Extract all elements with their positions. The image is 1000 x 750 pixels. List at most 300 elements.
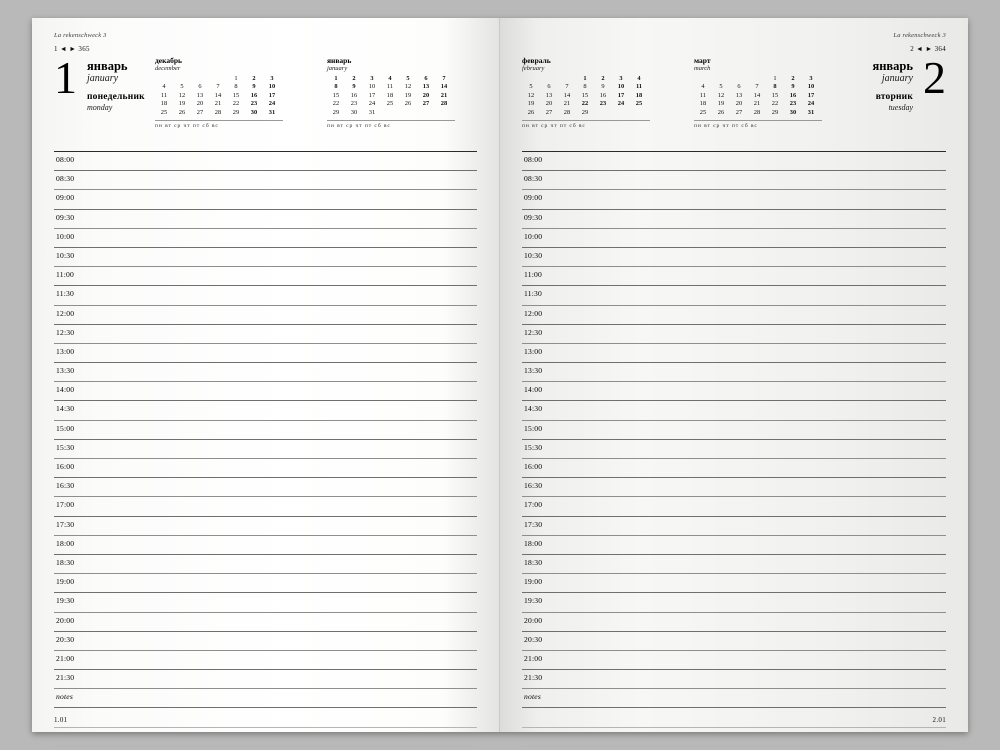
slot-time-label: 15:00 xyxy=(524,423,543,433)
schedule-slot[interactable] xyxy=(522,306,946,325)
mini-cal-dow-row: пн вт ср чт пт сб вс xyxy=(155,120,283,129)
schedule-slot[interactable] xyxy=(54,613,477,632)
mini-cal-month-en: december xyxy=(155,65,181,72)
slot-time-label: 11:00 xyxy=(56,270,75,280)
mini-cal-day: 6 xyxy=(198,83,202,91)
notes-blank-line[interactable] xyxy=(54,708,477,727)
mini-cal-day: 15 xyxy=(581,91,589,99)
mini-calendar xyxy=(522,57,672,129)
mini-cal-day xyxy=(155,75,173,83)
slot-time-label: 21:30 xyxy=(56,673,75,683)
mini-cal-day: 11 xyxy=(160,91,168,99)
mini-cal-day: 4 xyxy=(162,83,166,91)
mini-cal-day: 22 xyxy=(771,100,779,108)
schedule-slot[interactable] xyxy=(54,190,477,209)
schedule-slot[interactable] xyxy=(54,306,477,325)
mini-cal-day: 15 xyxy=(771,91,779,99)
schedule-slot[interactable] xyxy=(522,421,946,440)
mini-cal-day xyxy=(558,75,576,83)
schedule-right xyxy=(522,151,946,747)
mini-cal-day: 4 xyxy=(701,83,705,91)
notes-row[interactable] xyxy=(522,689,946,708)
slot-time-label: 15:30 xyxy=(524,442,543,452)
brand-line-right: La rekenschweck 3 xyxy=(893,32,946,39)
schedule-slot[interactable] xyxy=(522,613,946,632)
mini-cal-day: 14 xyxy=(563,91,571,99)
mini-cal-day: 5 xyxy=(719,83,723,91)
schedule-slot[interactable] xyxy=(54,248,477,267)
day-number-left: 1 xyxy=(54,52,77,103)
mini-cal-day: 26 xyxy=(717,108,725,116)
mini-cal-day: 31 xyxy=(807,108,815,116)
mini-cal-day: 18 xyxy=(635,91,643,99)
mini-cal-grid xyxy=(327,75,453,117)
day-number-right: 2 xyxy=(923,52,946,103)
mini-cal-day: 16 xyxy=(599,91,607,99)
brand-line-left: La rekenschweck 3 xyxy=(54,32,107,39)
mini-cal-day: 24 xyxy=(368,100,376,108)
mini-cal-day: 16 xyxy=(350,91,358,99)
mini-cal-day: 5 xyxy=(180,83,184,91)
mini-cal-day xyxy=(730,75,748,83)
mini-cal-day: 7 xyxy=(755,83,759,91)
mini-cal-day: 21 xyxy=(440,91,448,99)
mini-cal-day xyxy=(612,109,630,117)
mini-cal-day: 29 xyxy=(332,108,340,116)
mini-cal-day: 20 xyxy=(735,100,743,108)
schedule-slot[interactable] xyxy=(522,478,946,497)
schedule-slot[interactable] xyxy=(522,248,946,267)
schedule-slot[interactable] xyxy=(54,593,477,612)
slot-time-label: 21:30 xyxy=(524,673,543,683)
mini-cal-day: 3 xyxy=(270,75,274,82)
mini-cal-day xyxy=(630,109,648,117)
slot-time-label: 17:30 xyxy=(56,519,75,529)
schedule-slot[interactable] xyxy=(54,632,477,651)
schedule-slot[interactable] xyxy=(54,555,477,574)
mini-cal-month-ru: январь xyxy=(327,56,352,65)
slot-time-label: 14:00 xyxy=(56,385,75,395)
mini-cal-day: 25 xyxy=(635,100,643,108)
schedule-slot[interactable] xyxy=(54,517,477,536)
mini-cal-week xyxy=(694,100,820,108)
mini-cal-day: 18 xyxy=(160,100,168,108)
mini-cal-month-en: january xyxy=(327,65,348,72)
mini-cal-day: 25 xyxy=(386,100,394,108)
month-ru-left: январь xyxy=(87,59,128,73)
schedule-slot[interactable] xyxy=(54,267,477,286)
mini-cal-week xyxy=(522,83,648,91)
weekday-en-right: tuesday xyxy=(888,103,913,112)
schedule-slot[interactable] xyxy=(522,171,946,190)
slot-time-label: 08:00 xyxy=(56,155,75,164)
schedule-slot[interactable] xyxy=(54,536,477,555)
mini-cal-day: 15 xyxy=(232,91,240,99)
mini-cal-day: 26 xyxy=(178,108,186,116)
mini-cal-day: 27 xyxy=(545,108,553,116)
schedule-slot[interactable] xyxy=(522,152,946,171)
left-page xyxy=(32,18,500,732)
slot-time-label: 17:00 xyxy=(56,500,75,510)
month-ru-right: январь xyxy=(872,59,913,73)
mini-calendar xyxy=(155,57,305,129)
slot-time-label: 14:30 xyxy=(56,404,75,414)
mini-cal-day: 31 xyxy=(368,108,376,116)
mini-cal-day: 26 xyxy=(527,108,535,116)
mini-cal-day: 12 xyxy=(527,91,535,99)
mini-cal-week xyxy=(327,100,453,108)
mini-cal-day: 2 xyxy=(791,75,795,82)
mini-cal-day: 12 xyxy=(178,91,186,99)
mini-cal-day: 29 xyxy=(581,108,589,116)
slot-time-label: 15:30 xyxy=(56,442,75,452)
mini-cal-day xyxy=(191,75,209,83)
schedule-slot[interactable] xyxy=(54,363,477,382)
schedule-slot[interactable] xyxy=(54,171,477,190)
mini-cal-day: 24 xyxy=(807,100,815,108)
schedule-slot[interactable] xyxy=(522,459,946,478)
slot-time-label: 08:30 xyxy=(56,174,75,184)
slot-time-label: 16:00 xyxy=(56,462,75,471)
mini-cal-day xyxy=(522,75,540,83)
mini-cal-dow-row: пн вт ср чт пт сб вс xyxy=(327,120,455,129)
slot-time-label: 12:30 xyxy=(524,327,543,337)
slot-time-label: 19:00 xyxy=(56,577,75,587)
slot-time-label: 09:00 xyxy=(56,193,75,203)
schedule-slot[interactable] xyxy=(522,536,946,555)
mini-cal-grid xyxy=(522,75,648,117)
schedule-slot[interactable] xyxy=(522,593,946,612)
mini-cal-week xyxy=(327,109,453,117)
schedule-slot[interactable] xyxy=(522,555,946,574)
schedule-slot[interactable] xyxy=(522,382,946,401)
schedule-slot[interactable] xyxy=(54,325,477,344)
schedule-slot[interactable] xyxy=(54,670,477,689)
schedule-slot[interactable] xyxy=(54,440,477,459)
schedule-slot[interactable] xyxy=(522,401,946,420)
slot-time-label: 10:30 xyxy=(56,250,75,260)
mini-cal-day: 22 xyxy=(332,100,340,108)
schedule-slot[interactable] xyxy=(54,459,477,478)
mini-cal-day: 24 xyxy=(617,100,625,108)
mini-cal-day: 3 xyxy=(619,75,623,82)
notes-blank-line[interactable] xyxy=(522,728,946,747)
slot-time-label: 15:00 xyxy=(56,423,75,433)
mini-cal-week xyxy=(155,100,281,108)
schedule-slot[interactable] xyxy=(522,286,946,305)
mini-cal-day: 2 xyxy=(352,75,356,82)
schedule-slot[interactable] xyxy=(522,229,946,248)
mini-cal-day: 17 xyxy=(268,91,276,99)
month-en-right: january xyxy=(881,73,913,84)
schedule-slot[interactable] xyxy=(522,440,946,459)
mini-cal-day: 16 xyxy=(789,91,797,99)
mini-cal-day: 14 xyxy=(440,83,448,91)
mini-cal-day: 8 xyxy=(583,83,587,91)
mini-cal-week xyxy=(155,92,281,100)
footer-left: 1.01 xyxy=(54,716,68,724)
schedule-slot[interactable] xyxy=(522,651,946,670)
mini-cal-day: 10 xyxy=(807,83,815,91)
mini-cal-day xyxy=(399,109,417,117)
mini-cal-day: 21 xyxy=(753,100,761,108)
slot-time-label: 16:30 xyxy=(56,481,75,491)
mini-cal-day: 19 xyxy=(717,100,725,108)
schedule-slot[interactable] xyxy=(522,670,946,689)
mini-cal-day xyxy=(712,75,730,83)
slot-time-label: 09:00 xyxy=(524,193,543,203)
mini-cal-day: 7 xyxy=(442,75,446,82)
slot-time-label: 10:30 xyxy=(524,250,543,260)
mini-cal-day: 20 xyxy=(422,91,430,99)
mini-cal-day xyxy=(748,75,766,83)
mini-cal-month-en: march xyxy=(694,65,711,72)
mini-cal-week xyxy=(522,109,648,117)
mini-cal-day: 16 xyxy=(250,91,258,99)
mini-cal-day: 29 xyxy=(232,108,240,116)
mini-cal-day: 28 xyxy=(440,100,448,108)
mini-cal-week xyxy=(155,109,281,117)
mini-cal-month-ru: март xyxy=(694,56,711,65)
planner-spread xyxy=(32,18,968,732)
mini-cal-day: 27 xyxy=(196,108,204,116)
notes-blank-line[interactable] xyxy=(54,728,477,747)
mini-cal-day: 8 xyxy=(334,83,338,91)
mini-cal-grid xyxy=(155,75,281,117)
schedule-slot[interactable] xyxy=(522,344,946,363)
mini-cal-day: 18 xyxy=(699,100,707,108)
mini-cal-day xyxy=(694,75,712,83)
mini-cal-day: 8 xyxy=(773,83,777,91)
schedule-slot[interactable] xyxy=(522,574,946,593)
mini-cal-day: 24 xyxy=(268,100,276,108)
mini-cal-week xyxy=(694,109,820,117)
mini-cal-day: 13 xyxy=(545,91,553,99)
mini-cal-day: 21 xyxy=(563,100,571,108)
mini-cal-day: 17 xyxy=(617,91,625,99)
mini-cal-day: 11 xyxy=(699,91,707,99)
weekday-ru-right: вторник xyxy=(875,92,913,102)
mini-cal-day: 20 xyxy=(545,100,553,108)
mini-cal-day: 5 xyxy=(529,83,533,91)
slot-time-label: 18:30 xyxy=(56,557,75,567)
mini-cal-day: 10 xyxy=(617,83,625,91)
mini-cal-day: 3 xyxy=(370,75,374,82)
mini-cal-day: 6 xyxy=(737,83,741,91)
schedule-slot[interactable] xyxy=(522,632,946,651)
mini-cal-week xyxy=(694,92,820,100)
weekday-en-left: monday xyxy=(87,103,113,112)
mini-cal-dow-row: пн вт ср чт пт сб вс xyxy=(694,120,822,129)
mini-cal-month-ru: февраль xyxy=(522,56,551,65)
mini-cal-week xyxy=(327,92,453,100)
mini-calendars-left xyxy=(155,55,477,129)
mini-cal-week xyxy=(327,75,453,83)
weekday-ru-left: понедельник xyxy=(87,92,145,102)
schedule-slot[interactable] xyxy=(54,152,477,171)
mini-cal-day: 27 xyxy=(422,100,430,108)
mini-cal-day: 1 xyxy=(234,75,238,82)
slot-time-label: 13:30 xyxy=(56,366,75,376)
mini-cal-day xyxy=(435,109,453,117)
schedule-slot[interactable] xyxy=(54,421,477,440)
mini-cal-grid xyxy=(694,75,820,117)
mini-cal-day: 31 xyxy=(268,108,276,116)
mini-cal-day: 4 xyxy=(637,75,641,82)
slot-time-label: 13:00 xyxy=(524,346,543,356)
mini-cal-day: 12 xyxy=(404,83,412,91)
slot-time-label: 11:30 xyxy=(56,289,75,299)
mini-cal-day: 23 xyxy=(350,100,358,108)
mini-cal-day: 17 xyxy=(807,91,815,99)
mini-cal-day: 22 xyxy=(581,100,589,108)
mini-cal-day: 28 xyxy=(563,108,571,116)
schedule-slot[interactable] xyxy=(54,574,477,593)
schedule-slot[interactable] xyxy=(522,363,946,382)
schedule-slot[interactable] xyxy=(54,497,477,516)
slot-time-label: 08:00 xyxy=(524,155,543,164)
mini-cal-day: 27 xyxy=(735,108,743,116)
slot-time-label: 11:30 xyxy=(524,289,543,299)
mini-cal-day: 7 xyxy=(216,83,220,91)
mini-cal-day: 28 xyxy=(753,108,761,116)
mini-cal-month-en: february xyxy=(522,65,545,72)
mini-cal-day: 26 xyxy=(404,100,412,108)
day-label-left xyxy=(87,55,145,113)
slot-time-label: 20:00 xyxy=(56,615,75,625)
mini-cal-dow-row: пн вт ср чт пт сб вс xyxy=(522,120,650,129)
schedule-slot[interactable] xyxy=(522,497,946,516)
slot-time-label: 20:30 xyxy=(56,634,75,644)
slot-time-label: 09:30 xyxy=(524,212,543,222)
slot-time-label: 17:30 xyxy=(524,519,543,529)
mini-cal-day: 22 xyxy=(232,100,240,108)
left-page-header xyxy=(54,52,477,139)
mini-cal-day: 21 xyxy=(214,100,222,108)
notes-row[interactable] xyxy=(54,689,477,708)
slot-time-label: 18:00 xyxy=(56,538,75,548)
mini-cal-week xyxy=(327,83,453,91)
slot-time-label: 19:30 xyxy=(56,596,75,606)
mini-cal-day: 1 xyxy=(334,75,338,82)
mini-cal-day xyxy=(540,75,558,83)
right-page-header xyxy=(522,52,946,139)
schedule-slot[interactable] xyxy=(522,267,946,286)
mini-cal-week xyxy=(522,100,648,108)
mini-cal-week xyxy=(522,75,648,83)
schedule-slot[interactable] xyxy=(522,190,946,209)
slot-time-label: 20:30 xyxy=(524,634,543,644)
footer-right: 2.01 xyxy=(932,716,946,724)
mini-cal-day: 11 xyxy=(635,83,643,91)
mini-cal-day: 23 xyxy=(250,100,258,108)
mini-cal-day: 13 xyxy=(422,83,430,91)
mini-cal-day: 13 xyxy=(196,91,204,99)
mini-cal-day: 10 xyxy=(368,83,376,91)
mini-cal-day: 25 xyxy=(160,108,168,116)
mini-calendar xyxy=(694,57,844,129)
slot-time-label: 19:00 xyxy=(524,577,543,587)
slot-time-label: 19:30 xyxy=(524,596,543,606)
mini-cal-day: 14 xyxy=(214,91,222,99)
mini-cal-day: 10 xyxy=(268,83,276,91)
mini-cal-day xyxy=(209,75,227,83)
slot-time-label: 12:00 xyxy=(524,308,543,318)
notes-blank-line[interactable] xyxy=(522,708,946,727)
schedule-slot[interactable] xyxy=(54,210,477,229)
mini-cal-day: 29 xyxy=(771,108,779,116)
mini-cal-day: 6 xyxy=(547,83,551,91)
schedule-slot[interactable] xyxy=(54,286,477,305)
schedule-slot[interactable] xyxy=(54,344,477,363)
mini-cal-day: 14 xyxy=(753,91,761,99)
slot-time-label: 14:00 xyxy=(524,385,543,395)
mini-cal-day xyxy=(594,109,612,117)
schedule-slot[interactable] xyxy=(54,478,477,497)
mini-cal-day: 18 xyxy=(386,91,394,99)
mini-calendars-right xyxy=(522,55,844,129)
mini-cal-day: 11 xyxy=(386,83,394,91)
mini-cal-day: 1 xyxy=(773,75,777,82)
mini-cal-day: 23 xyxy=(789,100,797,108)
mini-cal-week xyxy=(155,83,281,91)
schedule-slot[interactable] xyxy=(54,382,477,401)
slot-time-label: 21:00 xyxy=(56,653,75,663)
mini-cal-day: 4 xyxy=(388,75,392,82)
slot-time-label: 13:30 xyxy=(524,366,543,376)
schedule-slot[interactable] xyxy=(54,229,477,248)
mini-cal-day: 12 xyxy=(717,91,725,99)
mini-cal-day: 13 xyxy=(735,91,743,99)
mini-cal-day: 19 xyxy=(527,100,535,108)
schedule-slot[interactable] xyxy=(522,325,946,344)
mini-calendar xyxy=(327,57,477,129)
mini-cal-day xyxy=(381,109,399,117)
right-page xyxy=(500,18,968,732)
mini-cal-week xyxy=(522,92,648,100)
mini-cal-day: 19 xyxy=(404,91,412,99)
mini-cal-day: 6 xyxy=(424,75,428,82)
slot-time-label: 12:30 xyxy=(56,327,75,337)
mini-cal-week xyxy=(694,75,820,83)
schedule-slot[interactable] xyxy=(522,517,946,536)
day-label-right xyxy=(872,55,913,113)
schedule-slot[interactable] xyxy=(54,401,477,420)
mini-cal-day: 17 xyxy=(368,91,376,99)
slot-time-label: 20:00 xyxy=(524,615,543,625)
mini-cal-day: 7 xyxy=(565,83,569,91)
mini-cal-day: 20 xyxy=(196,100,204,108)
mini-cal-day: 9 xyxy=(601,83,605,91)
slot-time-label: 09:30 xyxy=(56,212,75,222)
mini-cal-day: 30 xyxy=(789,108,797,116)
slot-time-label: 13:00 xyxy=(56,346,75,356)
schedule-left xyxy=(54,151,477,747)
mini-cal-day: 5 xyxy=(406,75,410,82)
mini-cal-week xyxy=(155,75,281,83)
schedule-slot[interactable] xyxy=(522,210,946,229)
mini-cal-day: 9 xyxy=(791,83,795,91)
slot-time-label: 08:30 xyxy=(524,174,543,184)
mini-cal-day: 1 xyxy=(583,75,587,82)
mini-cal-day: 2 xyxy=(252,75,256,82)
mini-cal-week xyxy=(694,83,820,91)
page-mark-left: 1 ◄ ► 365 xyxy=(54,45,90,53)
slot-time-label: 17:00 xyxy=(524,500,543,510)
mini-cal-day: 2 xyxy=(601,75,605,82)
mini-cal-day: 30 xyxy=(250,108,258,116)
schedule-slot[interactable] xyxy=(54,651,477,670)
